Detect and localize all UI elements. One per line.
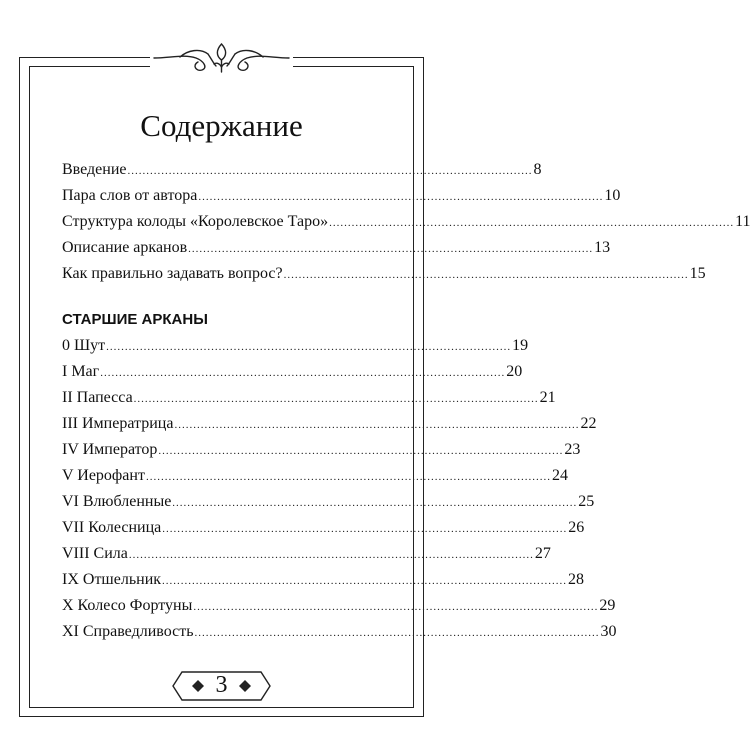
- dot-leader: ............................................................................................................: [198, 191, 604, 203]
- toc-entry-label: Описание арканов: [62, 239, 188, 256]
- toc-entry-page: 15: [689, 265, 706, 282]
- toc-entry-deck-structure: [62, 209, 751, 235]
- toc-entry-label: I Маг: [62, 363, 100, 380]
- dot-leader: ............................................................................................................: [100, 367, 506, 379]
- toc-entry-label: Как правильно задавать вопрос?: [62, 265, 283, 282]
- toc-entry-page: 28: [568, 571, 585, 588]
- dot-leader: ............................................................................................................: [145, 471, 551, 483]
- toc-entry-label: III Императрица: [62, 415, 174, 432]
- flourish-ornament-icon: [150, 40, 293, 76]
- toc-entry-label: II Папесса: [62, 389, 133, 406]
- toc-entry-page: 24: [551, 467, 568, 484]
- dot-leader: ............................................................................................................: [106, 341, 512, 353]
- dot-leader: ............................................................................................................: [133, 393, 539, 405]
- dot-leader: ............................................................................................................: [193, 601, 599, 613]
- toc-entry-label: VI Влюбленные: [62, 493, 172, 510]
- toc-entry-page: 19: [512, 337, 529, 354]
- dot-leader: ............................................................................................................: [162, 575, 568, 587]
- toc-entry-how-to-ask: [62, 261, 706, 287]
- toc-entry-label: XI Справедливость: [62, 623, 194, 640]
- toc-entry-page: 30: [600, 623, 617, 640]
- toc-entry-arcana-description: [62, 235, 611, 261]
- toc-entry-page: 27: [534, 545, 551, 562]
- page-number: 3: [215, 672, 228, 698]
- toc-entry-label: VIII Сила: [62, 545, 128, 562]
- toc-entry-arcana-5: [62, 463, 568, 489]
- toc-entry-arcana-3: [62, 411, 597, 437]
- toc-entry-label: Структура колоды «Королевское Таро»: [62, 213, 329, 230]
- toc-entry-arcana-0: [62, 333, 529, 359]
- section-heading-major-arcana: СТАРШИЕ АРКАНЫ: [62, 311, 208, 328]
- toc-entry-arcana-10: [62, 593, 616, 619]
- dot-leader: ............................................................................................................: [128, 549, 534, 561]
- dot-leader: ............................................................................................................: [283, 269, 689, 281]
- dot-leader: ............................................................................................................: [329, 217, 735, 229]
- toc-entry-page: 10: [604, 187, 621, 204]
- toc-entry-label: VII Колесница: [62, 519, 162, 536]
- toc-entry-arcana-8: [62, 541, 551, 567]
- dot-leader: ............................................................................................................: [194, 627, 600, 639]
- toc-entry-page: 23: [564, 441, 581, 458]
- toc-entry-page: 29: [599, 597, 616, 614]
- page-number-badge: [170, 668, 273, 704]
- toc-entry-label: Пара слов от автора: [62, 187, 198, 204]
- toc-entry-label: IX Отшельник: [62, 571, 162, 588]
- toc-entry-page: 11: [735, 213, 751, 230]
- toc-entry-arcana-9: [62, 567, 585, 593]
- page-title: Содержание: [140, 108, 303, 143]
- toc-entry-label: Введение: [62, 161, 127, 178]
- toc-entry-label: X Колесо Фортуны: [62, 597, 193, 614]
- toc-entry-introduction: [62, 157, 542, 183]
- toc-entry-page: 13: [594, 239, 611, 256]
- toc-entry-label: IV Император: [62, 441, 158, 458]
- toc-entry-page: 25: [578, 493, 595, 510]
- dot-leader: ............................................................................................................: [174, 419, 580, 431]
- toc-entry-page: 8: [533, 161, 542, 178]
- dot-leader: ............................................................................................................: [127, 165, 533, 177]
- toc-entry-arcana-11: [62, 619, 617, 645]
- dot-leader: ............................................................................................................: [162, 523, 568, 535]
- toc-entry-page: 20: [506, 363, 523, 380]
- dot-leader: ............................................................................................................: [172, 497, 578, 509]
- toc-entry-author-note: [62, 183, 621, 209]
- table-of-contents: [62, 157, 751, 645]
- toc-entry-arcana-2: [62, 385, 556, 411]
- dot-leader: ............................................................................................................: [158, 445, 564, 457]
- toc-entry-page: 22: [580, 415, 597, 432]
- dot-leader: ............................................................................................................: [188, 243, 594, 255]
- toc-entry-page: 26: [568, 519, 585, 536]
- toc-entry-arcana-4: [62, 437, 581, 463]
- toc-entry-label: V Иерофант: [62, 467, 145, 484]
- toc-entry-arcana-1: [62, 359, 523, 385]
- toc-entry-label: 0 Шут: [62, 337, 106, 354]
- toc-entry-page: 21: [539, 389, 556, 406]
- toc-entry-arcana-7: [62, 515, 585, 541]
- toc-entry-arcana-6: [62, 489, 595, 515]
